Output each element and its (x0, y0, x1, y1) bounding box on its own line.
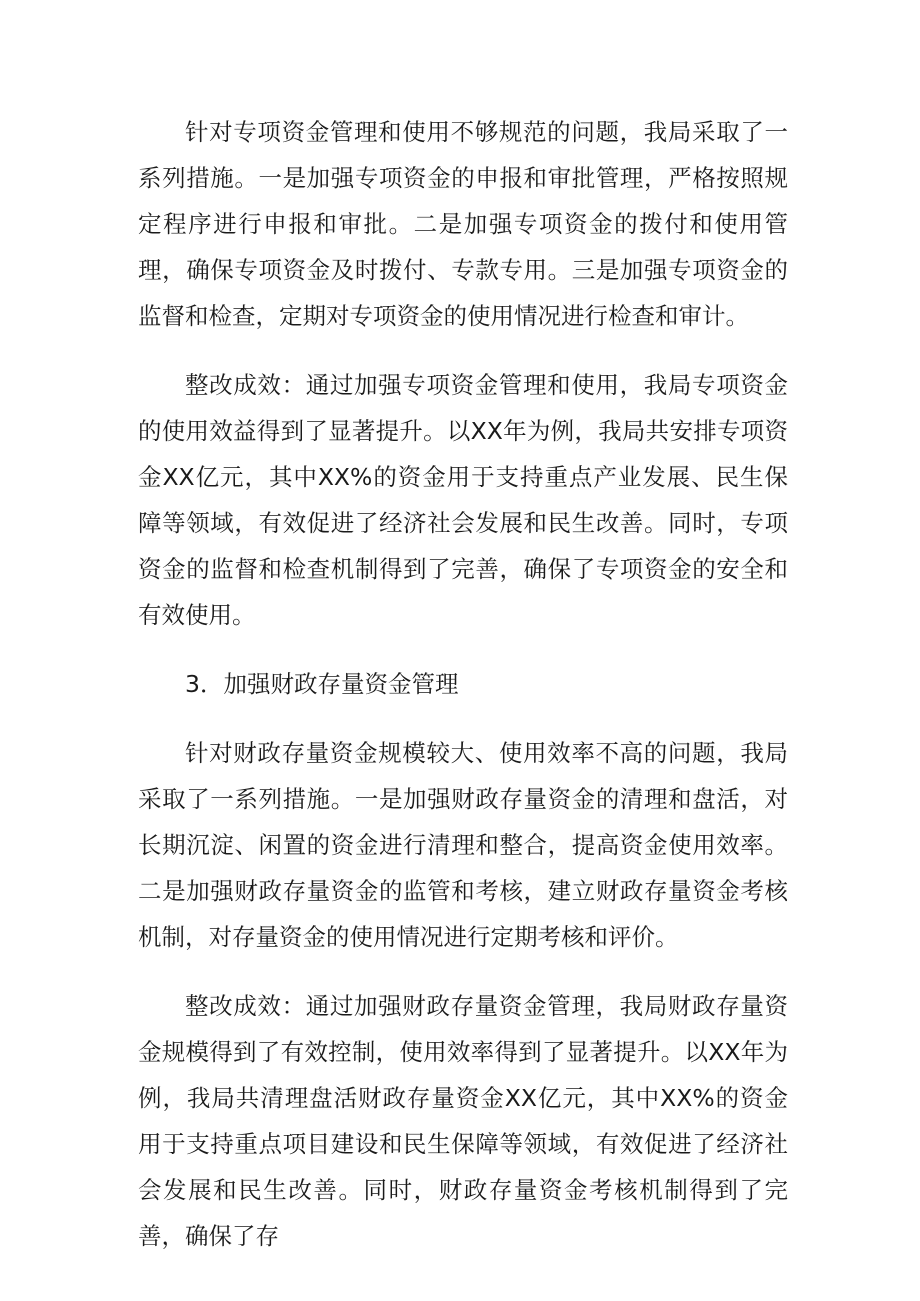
paragraph-special-funds-measures: 针对专项资金管理和使用不够规范的问题，我局采取了一系列措施。一是加强专项资金的申报和审批管理，严格按照规定程序进行申报和审批。二是加强专项资金的拨付和使用管理，确保专项资金及时拨付、专款专用。三是加强专项资金的监督和检查，定期对专项资金的使用情况进行检查和审计。 (138, 118, 788, 330)
paragraph-idle-funds-results: 整改成效：通过加强财政存量资金管理，我局财政存量资金规模得到了有效控制，使用效率得到了显著提升。以XX年为例，我局共清理盘活财政存量资金XX亿元，其中XX%的资金用于支持重点项目建设和民生保障等领域，有效促进了经济社会发展和民生改善。同时，财政存量资金考核机制得到了完善，确保了存 (138, 992, 788, 1250)
section-heading-3: 3．加强财政存量资金管理 (185, 670, 459, 698)
document-body (138, 109, 788, 1259)
paragraph-special-funds-results: 整改成效：通过加强专项资金管理和使用，我局专项资金的使用效益得到了显著提升。以XX年为例，我局共安排专项资金XX亿元，其中XX%的资金用于支持重点产业发展、民生保障等领域，有效促进了经济社会发展和民生改善。同时，专项资金的监督和检查机制得到了完善，确保了专项资金的安全和有效使用。 (138, 371, 788, 629)
paragraph-idle-funds-measures: 针对财政存量资金规模较大、使用效率不高的问题，我局采取了一系列措施。一是加强财政存量资金的清理和盘活，对长期沉淀、闲置的资金进行清理和整合，提高资金使用效率。二是加强财政存量资金的监管和考核，建立财政存量资金考核机制，对存量资金的使用情况进行定期考核和评价。 (138, 739, 788, 951)
